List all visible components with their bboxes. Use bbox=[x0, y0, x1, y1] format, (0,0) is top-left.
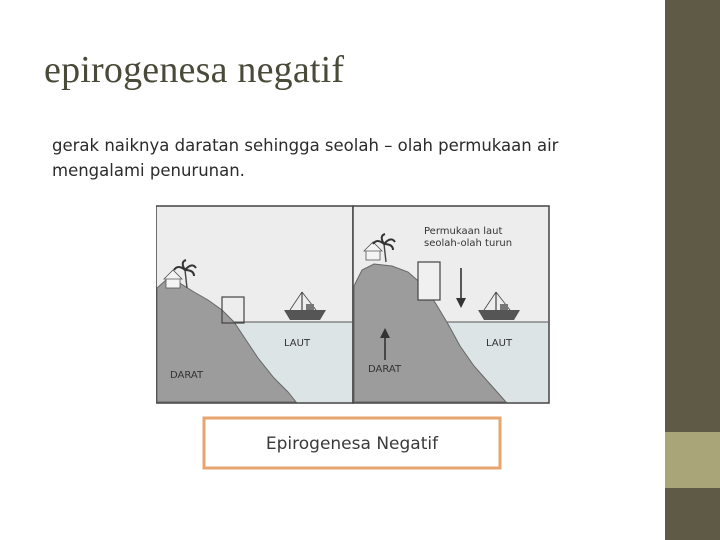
caption-box bbox=[204, 418, 500, 468]
body-line-2: mengalami penurunan. bbox=[52, 161, 245, 180]
left-panel bbox=[156, 206, 353, 403]
right-panel bbox=[353, 206, 549, 403]
sidebar-accent-middle bbox=[665, 432, 720, 488]
slide-body bbox=[52, 133, 642, 183]
left-land-label: DARAT bbox=[170, 370, 204, 381]
right-sea-label: LAUT bbox=[486, 338, 513, 349]
epirogenesis-diagram bbox=[156, 200, 563, 490]
caption-text: Epirogenesa Negatif bbox=[265, 434, 439, 454]
right-note-line-2: seolah-olah turun bbox=[424, 238, 513, 249]
right-note-line-1: Permukaan laut bbox=[424, 226, 503, 237]
left-sea-label: LAUT bbox=[284, 338, 311, 349]
sidebar-accent-top bbox=[665, 0, 720, 432]
body-line-1: gerak naiknya daratan sehingga seolah – olah permukaan air bbox=[52, 136, 559, 155]
sidebar-accent-bottom bbox=[665, 488, 720, 540]
right-cliff-outline bbox=[418, 262, 440, 300]
right-land-label: DARAT bbox=[368, 364, 402, 375]
slide-title: epirogenesa negatif bbox=[44, 49, 345, 91]
epirogenesis-figure bbox=[156, 200, 563, 490]
